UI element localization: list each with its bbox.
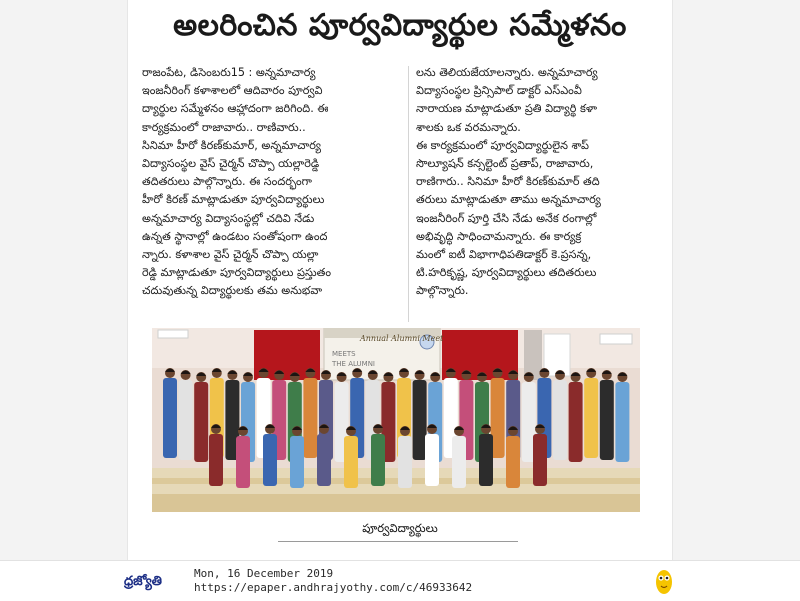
article-line: ద్యార్థుల సమ్మేళనం ఆహ్లాదంగా జరిగింది. ఈ <box>142 102 329 116</box>
article-line: హీరో కిరణ్ మాట్లాడుతూ పూర్వవిద్యార్థులు <box>142 193 325 207</box>
article-line: అన్నమాచార్య విద్యాసంస్థల్లో చదివి నేడు <box>142 211 315 225</box>
print-date: Mon, 16 December 2019 <box>194 567 334 580</box>
article-headline: అలరించిన పూర్వవిద్యార్థుల సమ్మేళనం <box>173 8 627 43</box>
article-line: సొల్యూషన్ కన్సల్టెంట్ ప్రతాప్, రాజావారు, <box>416 157 594 171</box>
person-figure <box>163 368 177 458</box>
person-figure <box>600 370 614 460</box>
article-line: ఈ కార్యక్రమంలో పూర్వవిద్యార్థులైన శాప్ <box>416 138 589 152</box>
article-line: లను తెలియజేయాలన్నారు. అన్నమాచార్య <box>416 66 598 79</box>
person-figure <box>584 368 598 458</box>
article-line: టి.హరికృష్ణ, పూర్వవిద్యార్థులు తదితరులు <box>416 266 597 280</box>
article-line: పాల్గొన్నారు. <box>416 284 469 298</box>
article-line: తదితరులు పాల్గొన్నారు. ఈ సందర్భంగా <box>142 175 312 189</box>
person-figure <box>553 370 567 460</box>
column-divider <box>408 66 409 322</box>
article-line: మంలో ఐటీ విభాగాధిపతిడాక్టర్ కె.ప్రసన్న, <box>416 248 592 262</box>
article-line: చదువుతున్న విద్యార్థులకు తమ అనుభవా <box>142 284 323 298</box>
article-line: తరులు మాట్లాడుతూ తాము అన్నమాచార్య <box>416 193 601 207</box>
article-line: శాలకు ఒక వరమన్నారు. <box>416 120 521 134</box>
caption-rule <box>278 541 518 542</box>
alumni-group-photo <box>152 328 640 512</box>
person-figure <box>413 370 427 460</box>
andhrajyothy-logo: ధ్రజ్యోతి <box>124 574 162 589</box>
article-line: ఇంజనీరింగ్ కళాశాలలో ఆదివారం పూర్వవి <box>142 84 323 98</box>
article-column-left <box>142 64 404 326</box>
article-line: న్నారు. కళాశాల వైస్ చైర్మన్ చొప్పా యల్లా <box>142 248 319 262</box>
article-line: రెడ్డి మాట్లాడుతూ పూర్వవిద్యార్థులు ప్రస్తుతం <box>142 266 332 280</box>
source-url: https://epaper.andhrajyothy.com/c/46933642 <box>194 581 473 594</box>
article-line: నారాయణ మాట్లాడుతూ ప్రతి విద్యార్థి కళా <box>416 102 597 116</box>
person-figure <box>615 372 629 462</box>
article-line: ఉన్నత స్థానాల్లో ఉండటం సంతోషంగా ఉంద <box>142 229 328 243</box>
mascot-icon <box>656 567 672 595</box>
banner-title: Annual Alumni Meet <box>360 334 444 343</box>
footer-meta <box>194 567 472 595</box>
footer-bar <box>0 560 800 601</box>
photo-caption: పూర్వవిద్యార్థులు <box>362 521 438 535</box>
article-line: విద్యాసంస్థల ప్రిన్సిపాల్ డాక్టర్ ఎస్ఎంవీ <box>416 84 582 98</box>
person-figure <box>569 372 583 462</box>
article-line: కార్యక్రమంలో రాజావారు.. రాణివారు.. <box>142 120 306 134</box>
person-figure <box>179 370 193 460</box>
person-figure <box>303 368 317 458</box>
banner-sub1: MEETS <box>332 350 356 358</box>
article-line: రాజంపేట, డిసెంబరు15 : అన్నమాచార్య <box>142 66 316 79</box>
banner-sub2: THE ALUMNI <box>332 360 375 368</box>
article-column-right <box>416 64 664 326</box>
newspaper-clipping <box>128 0 672 560</box>
article-line: ఇంజనీరింగ్ పూర్తి చేసి నేడు అనేక రంగాల్లో <box>416 211 597 225</box>
article-line: సినిమా హీరో కిరణ్‌కుమార్, అన్నమాచార్య <box>142 138 322 152</box>
article-line: రాణిగారు.. సినిమా హీరో కిరణ్‌కుమార్ తది <box>416 175 600 189</box>
person-figure <box>194 372 208 462</box>
article-line: అభివృద్ధి సాధించామన్నారు. ఈ కార్యక్ర <box>416 229 582 243</box>
article-line: విద్యాసంస్థల వైస్ చైర్మన్ చొప్పా యల్లారెడ్డి <box>142 157 320 171</box>
